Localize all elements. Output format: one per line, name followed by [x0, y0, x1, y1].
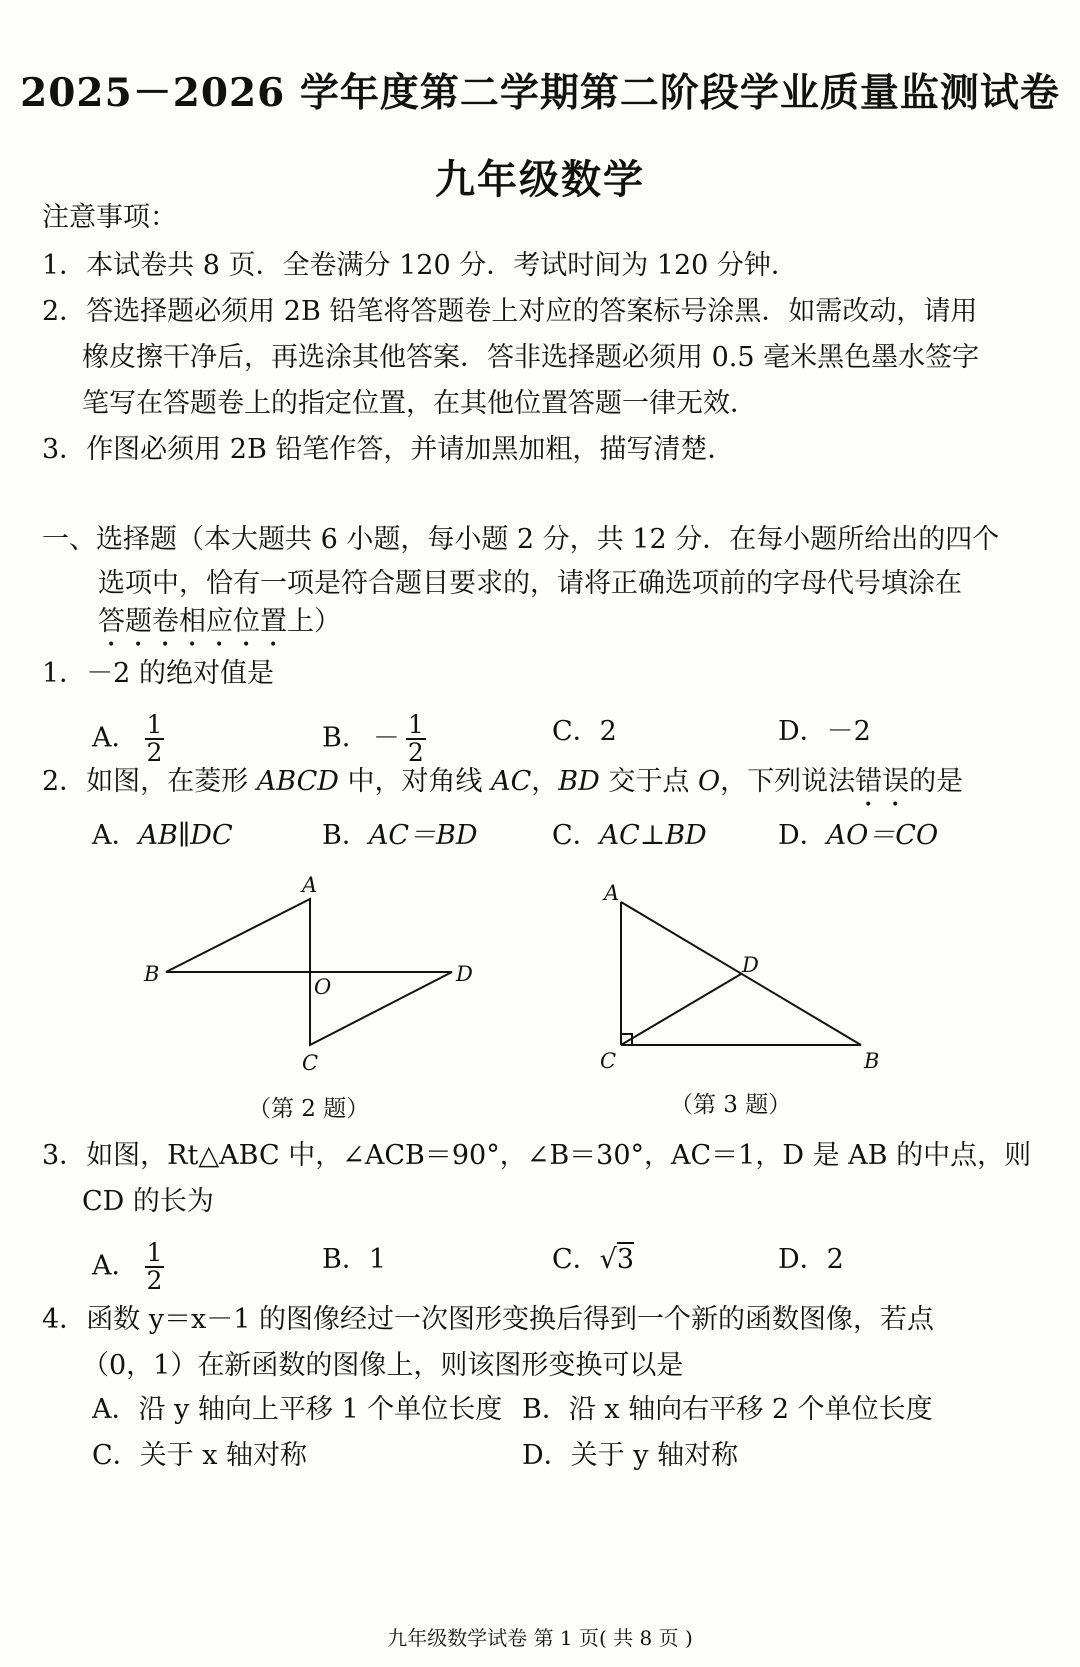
- vertex-label-d: D: [456, 962, 473, 986]
- notice-item-2-line-3: 笔写在答题卷上的指定位置，在其他位置答题一律无效．: [82, 388, 757, 419]
- q4-option-c: C．关于 x 轴对称: [92, 1440, 308, 1471]
- section-heading-line-2: 选项中，恰有一项是符合题目要求的，请将正确选项前的字母代号填涂在: [98, 568, 962, 599]
- question-4-stem-line-2: （0，1）在新函数的图像上，则该图形变换可以是: [82, 1350, 684, 1381]
- question-text: 的是: [909, 766, 964, 797]
- fraction: [145, 1240, 165, 1294]
- q3-option-d: D．2: [778, 1244, 844, 1275]
- q1-option-d: D．－2: [778, 716, 871, 747]
- q3-option-b: B．1: [322, 1244, 387, 1275]
- question-text: 如图，在菱形: [86, 766, 257, 797]
- section-heading-line-3: [98, 604, 341, 653]
- q2-option-a: [92, 818, 233, 854]
- question-text: －2 的绝对值是: [86, 658, 274, 689]
- vertex-label-a: A: [302, 873, 318, 897]
- fraction: [145, 712, 165, 766]
- point-label-d: D: [742, 953, 759, 977]
- math-expr: AB∥DC: [138, 820, 233, 851]
- question-text: 如图，Rt△ABC 中，∠ACB＝90°，∠B＝30°，AC＝1，D 是 AB 的中点，则: [86, 1140, 1032, 1171]
- notice-item-text: 本试卷共 8 页．全卷满分 120 分．考试时间为 120 分钟．: [86, 250, 798, 281]
- math-var: BD: [558, 766, 600, 797]
- emphasized-text: 错误: [855, 766, 910, 797]
- q1-option-c: C．2: [552, 716, 617, 747]
- question-number: 2．: [42, 766, 87, 797]
- q4-option-a: A．沿 y 轴向上平移 1 个单位长度: [92, 1394, 503, 1425]
- numerator: 1: [146, 710, 163, 739]
- figure-2-caption: （第 2 题）: [248, 1096, 370, 1122]
- option-label: C．: [552, 1244, 600, 1275]
- question-3-stem: [42, 1138, 1031, 1174]
- q3-option-c: [552, 1242, 634, 1278]
- figure-3-caption: （第 3 题）: [670, 1092, 792, 1118]
- option-label: D．: [778, 820, 827, 851]
- question-2-stem: [42, 764, 963, 813]
- question-number: 3．: [42, 1140, 87, 1171]
- question-text: 中，对角线: [338, 766, 492, 797]
- section-heading-line-1: 一、选择题（本大题共 6 小题，每小题 2 分，共 12 分．在每小题所给出的四个: [42, 524, 1000, 555]
- math-expr: AC⊥BD: [599, 820, 707, 851]
- option-label: A．: [92, 722, 139, 754]
- segment-cd: [621, 974, 741, 1045]
- notice-item-text: 作图必须用 2B 铅笔作答，并请加黑加粗，描写清楚．: [86, 434, 735, 465]
- question-4-stem: [42, 1302, 934, 1338]
- question-text: 交于点: [599, 766, 698, 797]
- math-expr: AC＝BD: [368, 820, 478, 851]
- question-number: 4．: [42, 1304, 87, 1335]
- math-var: O: [697, 766, 721, 797]
- option-label: C．: [552, 820, 600, 851]
- notice-item-2: [42, 294, 977, 330]
- option-label: B．: [322, 820, 369, 851]
- notice-item-number: 1．: [42, 250, 87, 281]
- denominator: 2: [146, 738, 163, 767]
- question-text: ，下列说法: [720, 766, 856, 797]
- option-label: A．: [92, 1250, 139, 1282]
- notice-heading: 注意事项：: [42, 202, 177, 233]
- q1-option-a: [92, 712, 164, 766]
- question-number: 1．: [42, 658, 87, 689]
- option-label: B．: [322, 722, 369, 754]
- minus-sign: －: [372, 722, 400, 754]
- section-heading-tail: 上）: [287, 606, 341, 637]
- notice-item-text: 答选择题必须用 2B 铅笔将答题卷上对应的答案标号涂黑．如需改动，请用: [86, 296, 978, 327]
- denominator: 2: [407, 738, 424, 767]
- notice-item-1: [42, 248, 798, 284]
- math-expr: AO＝CO: [826, 820, 939, 851]
- vertex-label-c: C: [600, 1049, 617, 1073]
- q4-option-b: B．沿 x 轴向右平移 2 个单位长度: [522, 1394, 933, 1425]
- option-label: A．: [92, 820, 139, 851]
- vertex-label-b: B: [864, 1049, 880, 1073]
- denominator: 2: [146, 1266, 163, 1295]
- notice-item-2-line-2: 橡皮擦干净后，再选涂其他答案．答非选择题必须用 0.5 毫米黑色墨水签字: [82, 342, 980, 373]
- point-label-o: O: [314, 975, 332, 999]
- math-var: AC: [491, 766, 532, 797]
- sqrt-symbol: √: [599, 1244, 617, 1275]
- q3-option-a: [92, 1240, 164, 1294]
- notice-item-number: 3．: [42, 434, 87, 465]
- rhombus-figure: [130, 870, 500, 1080]
- question-1-stem: [42, 656, 274, 692]
- math-var: ABCD: [256, 766, 339, 797]
- exam-title: 2025－2026 学年度第二学期第二阶段学业质量监测试卷: [20, 70, 1060, 116]
- q1-option-b: [322, 712, 426, 766]
- fraction: [406, 712, 426, 766]
- vertex-label-c: C: [302, 1051, 319, 1075]
- notice-item-3: [42, 432, 734, 468]
- q4-option-d: D．关于 y 轴对称: [522, 1440, 739, 1471]
- q2-option-d: [778, 818, 938, 854]
- question-text: ，: [531, 766, 559, 797]
- vertex-label-a: A: [604, 881, 620, 905]
- emphasized-text: 答题卷相应位置: [98, 606, 287, 637]
- vertex-label-b: B: [144, 962, 160, 986]
- triangle-figure: [590, 870, 900, 1080]
- exam-subtitle: 九年级数学: [435, 156, 645, 203]
- numerator: 1: [146, 1238, 163, 1267]
- question-3-stem-line-2: CD 的长为: [82, 1186, 214, 1217]
- numerator: 1: [407, 710, 424, 739]
- question-text: 函数 y＝x－1 的图像经过一次图形变换后得到一个新的函数图像，若点: [86, 1304, 935, 1335]
- notice-item-number: 2．: [42, 296, 87, 327]
- q2-option-b: [322, 818, 478, 854]
- radicand: 3: [616, 1244, 635, 1275]
- page-footer: 九年级数学试卷 第 1 页( 共 8 页 ): [387, 1626, 693, 1650]
- q2-option-c: [552, 818, 707, 854]
